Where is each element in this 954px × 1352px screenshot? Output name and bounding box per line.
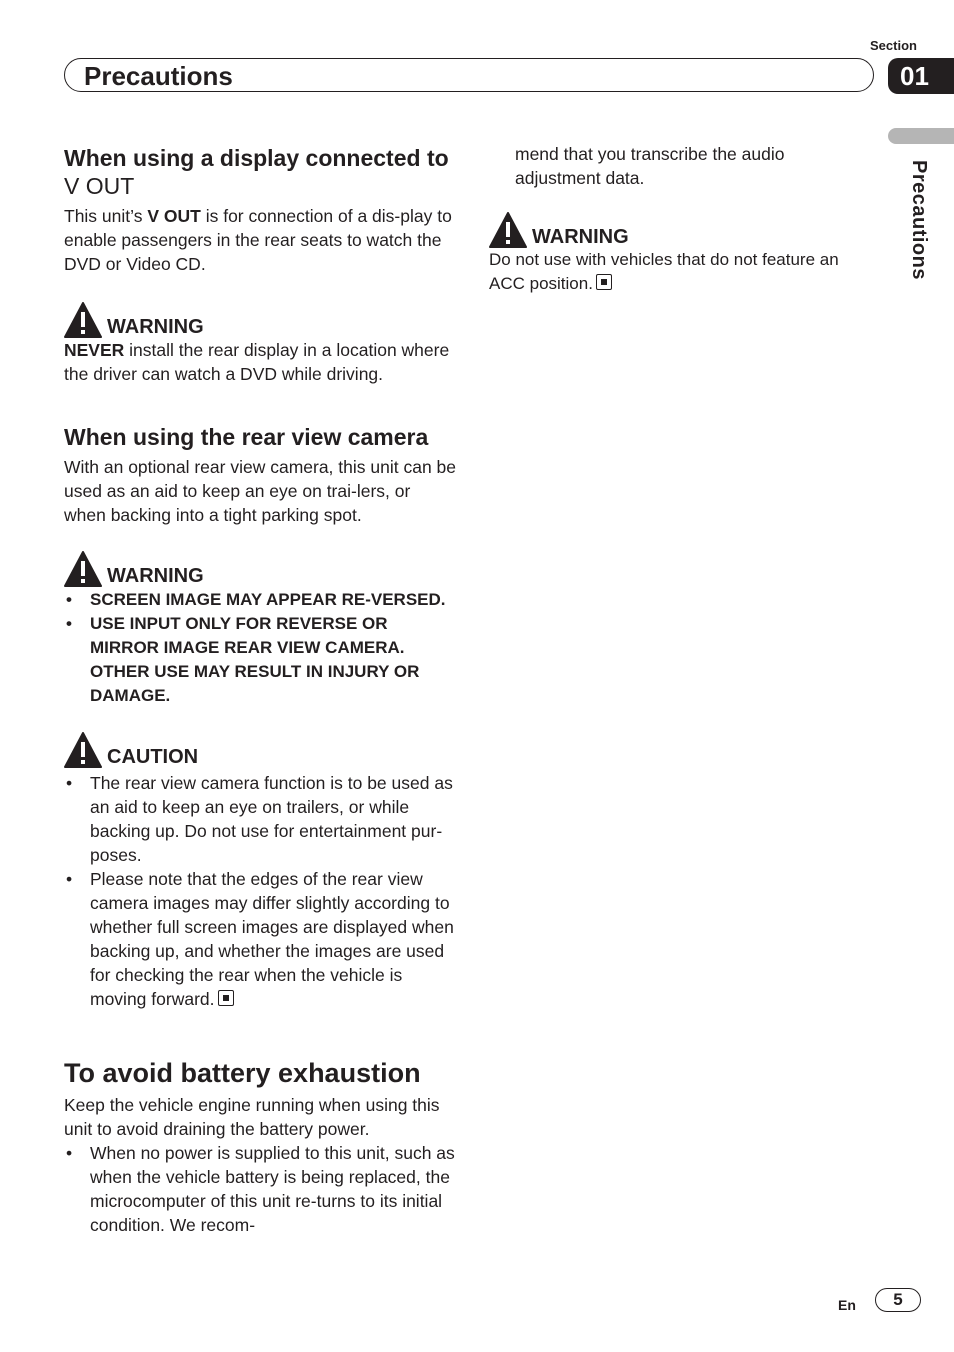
list-item: • When no power is supplied to this unit, such as when the vehicle battery is being replaced, the microcomputer of this unit re-turns to its initial condition. We recom- (64, 1141, 456, 1237)
display-warning-bold: NEVER (64, 340, 125, 360)
camera-caution-list (64, 771, 456, 1011)
display-section-body (64, 204, 456, 276)
page-title: Precautions (84, 61, 233, 91)
camera-warning-header (64, 549, 456, 587)
list-item: • SCREEN IMAGE MAY APPEAR RE-VERSED. (64, 588, 456, 612)
warning-triangle-icon (64, 551, 102, 587)
page-number: 5 (875, 1288, 921, 1312)
list-item: • The rear view camera function is to be used as an aid to keep an eye on trailers, or while backing up. Do not use for entertainment pur-poses. (64, 771, 456, 867)
side-tab-bar (888, 128, 954, 144)
battery-section-body: Keep the vehicle engine running when using this unit to avoid draining the battery power. (64, 1095, 440, 1139)
display-warning-header (64, 300, 456, 338)
left-column (64, 142, 456, 1237)
battery-warning-body: Do not use with vehicles that do not feature an ACC position. (489, 250, 839, 293)
section-label: Section (870, 38, 917, 53)
display-warning-text (64, 338, 456, 386)
battery-continuation: mend that you transcribe the audio adjustment data. (515, 144, 785, 188)
display-warning-title: WARNING (107, 316, 204, 338)
caution-item-text: Please note that the edges of the rear view camera images may differ slightly according to whether full screen images are displayed when backing up, and whether the images are used for checking the rear when the vehicle is moving forward. (90, 869, 454, 1009)
camera-warning-title: WARNING (107, 565, 204, 587)
display-warning-body: install the rear display in a location where the driver can watch a DVD while driving. (64, 340, 450, 384)
display-heading-bold: When using a display connected to (64, 145, 449, 171)
camera-caution-title: CAUTION (107, 746, 199, 768)
camera-section-body: With an optional rear view camera, this unit can be used as an aid to keep an eye on trai-lers, or when backing into a tight parking spot. (64, 457, 456, 525)
display-body-suffix: is for connection of a dis-play to enable passengers in the rear seats to watch the DVD or Video CD. (64, 206, 452, 274)
list-item (64, 867, 456, 1011)
end-of-section-icon (218, 990, 234, 1006)
battery-warning-title: WARNING (532, 226, 629, 248)
battery-warning-text (489, 248, 861, 296)
warning-triangle-icon (64, 302, 102, 338)
display-section-heading (64, 144, 456, 200)
list-item: • USE INPUT ONLY FOR REVERSE OR MIRROR IMAGE REAR VIEW CAMERA. OTHER USE MAY RESULT IN INJURY OR DAMAGE. (64, 612, 456, 708)
right-column (489, 142, 861, 296)
display-heading-light: V OUT (64, 173, 135, 199)
caution-triangle-icon (64, 732, 102, 768)
side-tab-label: Precautions (908, 160, 930, 280)
display-body-bold: V OUT (147, 206, 201, 226)
battery-section-heading: To avoid battery exhaustion (64, 1058, 421, 1088)
battery-warning-header (489, 210, 861, 248)
camera-warning-list (64, 588, 456, 708)
end-of-section-icon (596, 274, 612, 290)
camera-section-heading: When using the rear view camera (64, 424, 429, 450)
camera-caution-header (64, 730, 456, 768)
display-body-prefix: This unit’s (64, 206, 143, 226)
section-number-tab: 01 (888, 58, 954, 94)
language-label: En (838, 1297, 856, 1313)
warning-triangle-icon (489, 212, 527, 248)
battery-list (64, 1141, 456, 1237)
